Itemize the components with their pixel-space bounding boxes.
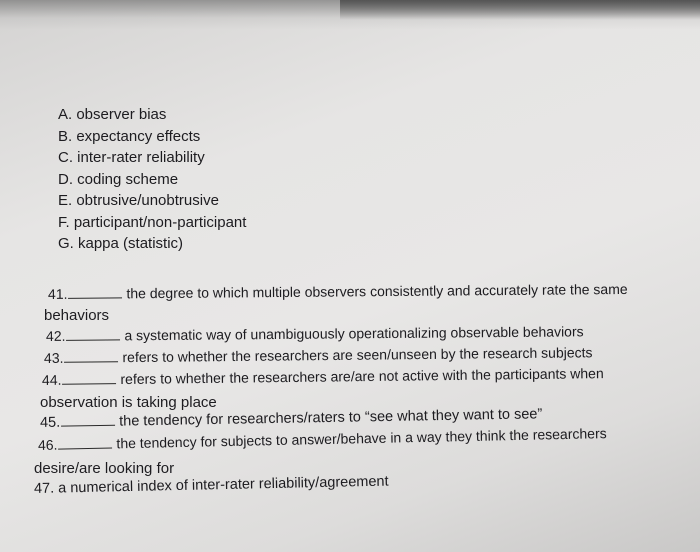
answer-blank	[68, 285, 122, 298]
option-f: F. participant/non-participant	[58, 213, 247, 231]
question-46-continuation: desire/are looking for	[34, 460, 175, 477]
question-44-continuation: observation is taking place	[40, 394, 217, 411]
answer-blank	[61, 413, 115, 427]
option-e: E. obtrusive/unobtrusive	[58, 192, 219, 209]
answer-blank	[66, 327, 120, 340]
question-number: 42.	[45, 327, 66, 344]
option-a: A. observer bias	[58, 106, 167, 123]
question-41-continuation: behaviors	[44, 307, 110, 324]
question-number: 46.	[37, 436, 58, 453]
option-c: C. inter-rater reliability	[58, 149, 205, 166]
question-47: 47. a numerical index of inter-rater reliability/agreement	[33, 473, 389, 497]
question-text: the tendency for subjects to answer/behave in a way they think the researchers	[116, 425, 607, 452]
question-number: 44.	[41, 371, 62, 388]
question-text: a systematic way of unambiguously operationalizing observable behaviors	[124, 323, 584, 344]
option-d: D. coding scheme	[58, 170, 179, 188]
question-number: 45.	[39, 414, 61, 431]
question-number: 43.	[43, 349, 64, 366]
question-text: refers to whether the researchers are seen/unseen by the research subjects	[122, 344, 593, 366]
answer-blank	[62, 371, 116, 385]
question-text: the tendency for researchers/raters to “see what they want to see”	[119, 406, 543, 430]
top-right-shadow	[340, 0, 700, 20]
option-b: B. expectancy effects	[58, 127, 201, 145]
option-g: G. kappa (statistic)	[58, 235, 184, 252]
question-text: refers to whether the researchers are/are not active with the participants when	[120, 365, 604, 388]
question-text: the degree to which multiple observers consistently and accurately rate the same	[126, 280, 628, 302]
answer-blank	[58, 435, 112, 449]
answer-options	[58, 104, 246, 255]
question-number: 41.	[47, 285, 68, 302]
answer-blank	[64, 349, 118, 363]
